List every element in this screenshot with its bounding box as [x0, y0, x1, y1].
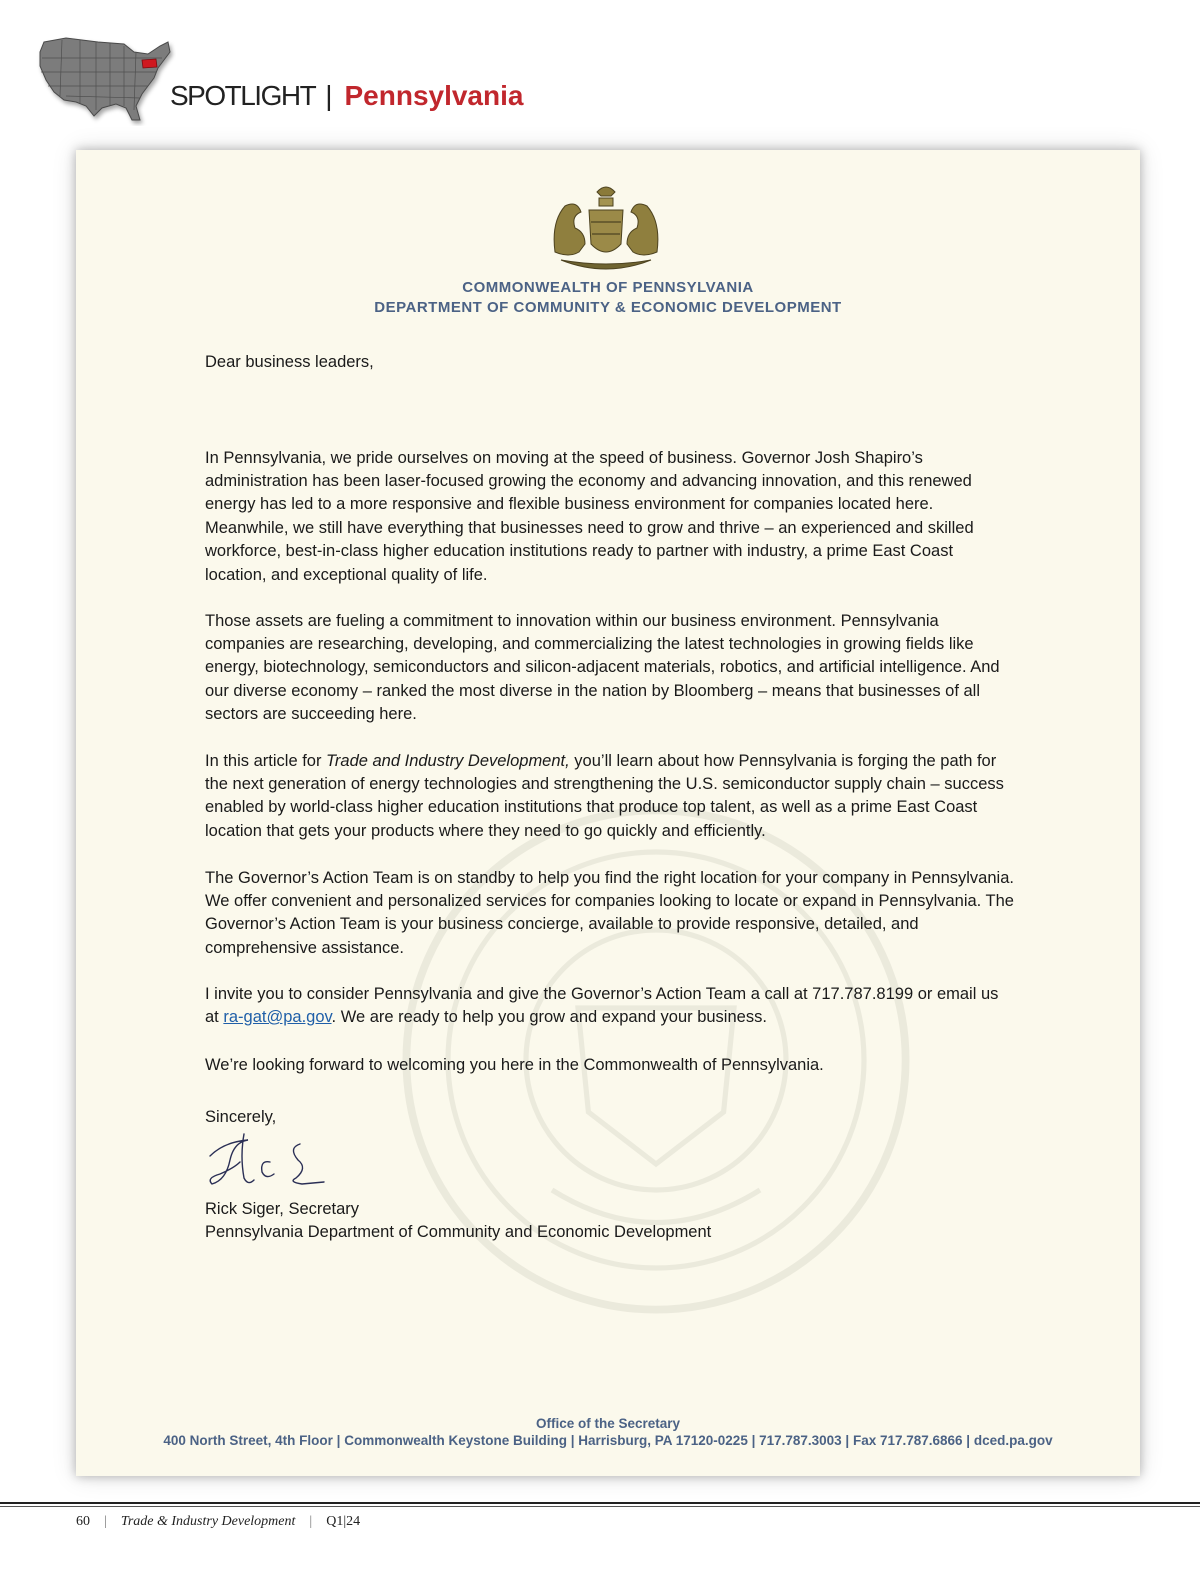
footer-rule-thin [0, 1506, 1200, 1507]
spotlight-header [170, 78, 523, 114]
paragraph-6: We’re looking forward to welcoming you here in the Commonwealth of Pennsylvania. [205, 1055, 824, 1074]
paragraph-5 [205, 983, 1015, 1030]
paragraph-3 [205, 750, 1015, 844]
section-label: SPOTLIGHT [170, 80, 316, 111]
office-label: Office of the Secretary [535, 1416, 681, 1431]
footer-separator: | [104, 1514, 107, 1529]
paragraph-3-end: you’ll learn about how Pennsylvania is forging the path for the next generation of energy technologies and strengthening the U.S. semiconductor supply chain – success enabled by world-class higher education institutions that produce top talent, as well as a prime East Coast location that gets your products where they need to go quickly and efficiently. [205, 751, 1004, 840]
signer-block [205, 1198, 1015, 1245]
letter-panel [76, 150, 1140, 1476]
paragraph-3-start: In this article for [205, 751, 327, 770]
signer-name: Rick Siger, Secretary [205, 1200, 360, 1218]
salutation: Dear business leaders, [205, 353, 374, 371]
us-map-icon [36, 34, 176, 126]
state-name: Pennsylvania [344, 80, 524, 111]
office-address: 400 North Street, 4th Floor | Commonwealth Keystone Building | Harrisburg, PA 17120-0225 | 717.787.3003 | Fax 717.787.6866 | dced.pa.gov [163, 1433, 1053, 1448]
footer-separator: | [309, 1514, 313, 1529]
publication-title: Trade and Industry Development, [326, 751, 570, 770]
footer-rule [0, 1502, 1200, 1504]
closing: Sincerely, [205, 1108, 277, 1126]
signature [204, 1126, 344, 1194]
letterhead-line-1: COMMONWEALTH OF PENNSYLVANIA [462, 279, 754, 296]
paragraph-5-end: . We are ready to help you grow and expand your business. [331, 1007, 767, 1026]
page-footer [76, 1514, 360, 1530]
paragraph-1: In Pennsylvania, we pride ourselves on moving at the speed of business. Governor Josh Shapiro’s administration has been laser-focused growing the economy and advancing innovation, and this renewed energy has led to a more responsive and flexible business environment for companies located here. Meanwhile, we still have everything that businesses need to grow and thrive – an experienced and skilled workforce, best-in-class higher education institutions ready to partner with industry, a prime East Coast location, and exceptional quality of life. [205, 448, 974, 584]
paragraph-2: Those assets are fueling a commitment to innovation within our business environment. Pennsylvania companies are researching, developing, and commercializing the latest technologies in growing fields like energy, biotechnology, semiconductors and silicon-adjacent materials, robotics, and artificial intelligence. And our diverse economy – ranked the most diverse in the nation by Bloomberg – means that businesses of all sectors are succeeding here. [205, 611, 1000, 724]
state-seal-crest [541, 182, 671, 274]
page-number: 60 [76, 1514, 90, 1529]
paragraph-5-start: I invite you to consider Pennsylvania and give the Governor’s Action Team a call at 717.787.8199 or email us at [205, 984, 999, 1026]
header-separator: | [325, 80, 333, 111]
email-link[interactable]: ra-gat@pa.gov [223, 1007, 332, 1026]
publication-name: Trade & Industry Development [120, 1514, 296, 1529]
paragraph-4: The Governor’s Action Team is on standby to help you find the right location for your company in Pennsylvania. We offer convenient and personalized services for companies looking to locate or expand in Pennsylvania. The Governor’s Action Team is your business concierge, available to provide responsive, detailed, and comprehensive assistance. [205, 868, 1014, 957]
signer-org: Pennsylvania Department of Community and Economic Development [205, 1223, 712, 1242]
letterhead-line-2: DEPARTMENT OF COMMUNITY & ECONOMIC DEVELOPMENT [374, 299, 842, 316]
issue-label: Q1|24 [326, 1514, 361, 1529]
